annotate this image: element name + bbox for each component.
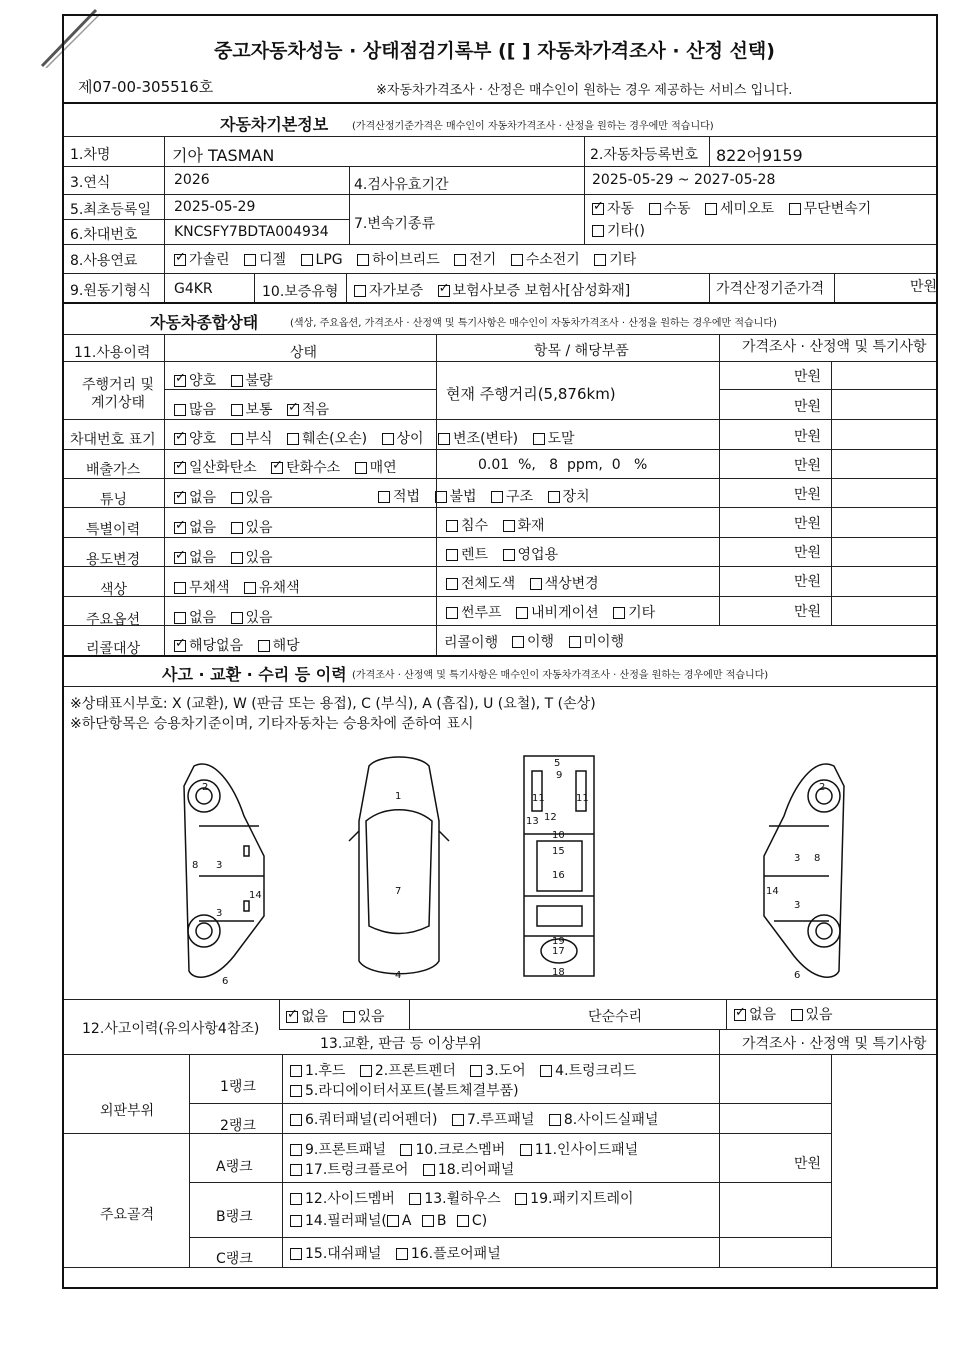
diag-num-2: 2	[202, 782, 209, 793]
recall-label: 리콜대상	[86, 641, 141, 657]
diag-num-9: 9	[556, 770, 563, 781]
part-front-panel-check[interactable]	[290, 1144, 302, 1156]
accident-options: ✓없음 있음	[286, 1006, 395, 1026]
accident-section-note: (가격조사 · 산정액 및 특기사항은 매수인이 자동차가격조사 · 산정을 원하는 경우에만 적습니다)	[352, 670, 769, 681]
trans-other: 기타()	[592, 220, 645, 240]
diag-num-8r: 8	[814, 853, 821, 864]
emission-co-check[interactable]	[174, 462, 186, 474]
year-value: 2026	[174, 172, 210, 188]
rankB-label: B랭크	[216, 1209, 253, 1225]
form-title: 중고자동차성능 · 상태점검기록부 ([ ] 자동차가격조사 · 산정 선택)	[214, 40, 775, 62]
inspect-label: 4.검사유효기간	[354, 177, 449, 193]
option-none-check[interactable]	[174, 612, 186, 624]
parts-header: 13.교환, 판금 등 이상부위	[320, 1036, 482, 1052]
won-vin: 만원	[794, 429, 822, 445]
col-price: 가격조사 · 산정액 및 특기사항	[742, 339, 927, 355]
fuel-diesel-check[interactable]	[244, 254, 256, 266]
mileage-value: 현재 주행거리(5,876km)	[446, 385, 616, 403]
part-cross-member-check[interactable]	[400, 1144, 412, 1156]
fuel-gasoline-check[interactable]	[174, 254, 186, 266]
frame-label: 주요골격	[100, 1207, 155, 1223]
reg-no-value: 822어9159	[716, 146, 803, 165]
basic-section-title: 자동차기본정보	[220, 115, 329, 134]
engine-label: 9.원동기형식	[70, 283, 151, 299]
special-label: 특별이력	[86, 522, 141, 538]
pillar-c-check[interactable]	[457, 1215, 469, 1227]
first-reg-value: 2025-05-29	[174, 199, 256, 215]
diag-num-10: 10	[552, 830, 565, 841]
diag-num-17: 17	[552, 946, 565, 957]
header-note: ※자동차가격조사 · 산정은 매수인이 원하는 경우 제공하는 서비스 입니다.	[376, 83, 793, 98]
option-navigation-check[interactable]	[516, 607, 528, 619]
car-diagram	[154, 746, 874, 996]
diag-num-6: 6	[222, 976, 229, 987]
price-base-label: 가격산정기준가격	[716, 281, 825, 297]
trans-options: ✓자동 수동 세미오토 무단변속기	[592, 198, 881, 218]
part-package-tray-check[interactable]	[515, 1193, 527, 1205]
tuning-sub-options: 적법 불법 구조 장치	[378, 486, 600, 506]
vin-damaged-check[interactable]	[287, 433, 299, 445]
emission-label: 배출가스	[86, 462, 141, 478]
basic-section-note: (가격산정기준가격은 매수인이 자동차가격조사 · 산정을 원하는 경우에만 적습니다)	[352, 121, 714, 132]
option-options: 없음 있음	[174, 607, 283, 627]
fuel-options: ✓ 가솔린 디젤 LPG 하이브리드 전기 수소전기 기타	[174, 249, 646, 269]
color-sub-options: 전체도색 색상변경	[446, 573, 609, 593]
trans-semi-check[interactable]	[705, 203, 717, 215]
car-name-value: 기아 TASMAN	[172, 146, 275, 165]
color-change-check[interactable]	[530, 578, 542, 590]
vin-mark-options: ✓ 양호 부식 훼손(오손) 상이 변조(변타) 도말	[174, 428, 585, 448]
col-history: 11.사용이력	[74, 345, 151, 361]
recall-sub-label: 리콜이행	[444, 635, 499, 651]
rankA-line1: 9.프론트패널 10.크로스멤버 11.인사이드패널	[290, 1139, 648, 1159]
rankC-label: C랭크	[216, 1251, 253, 1267]
diag-num-19: 19	[552, 936, 565, 947]
color-label: 색상	[100, 582, 128, 598]
price-base-won: 만원	[910, 279, 938, 295]
vin-good-check[interactable]	[174, 433, 186, 445]
doc-number: 제07-00-305516호	[78, 78, 214, 96]
use-change-label: 용도변경	[86, 552, 141, 568]
inspection-form	[62, 14, 938, 1289]
fuel-electric-check[interactable]	[454, 254, 466, 266]
accident-section-title: 사고 · 교환 · 수리 등 이력	[162, 665, 347, 684]
repair-label: 단순수리	[588, 1009, 643, 1025]
overall-section-title: 자동차종합상태	[150, 313, 259, 332]
fuel-hydrogen-check[interactable]	[511, 254, 523, 266]
emission-values: 0.01 %, 8 ppm, 0 %	[478, 457, 648, 473]
mileage-low-check[interactable]	[287, 404, 299, 416]
gauge-options: ✓양호 불량	[174, 370, 283, 390]
diag-num-1: 1	[395, 791, 402, 802]
part-wheel-house-check[interactable]	[409, 1193, 421, 1205]
part-door-check[interactable]	[470, 1065, 482, 1077]
trans-manual-check[interactable]	[649, 203, 661, 215]
vin-different-check[interactable]	[382, 433, 394, 445]
special-none-check[interactable]	[174, 522, 186, 534]
won-parts: 만원	[794, 1156, 822, 1172]
option-label: 주요옵션	[86, 612, 141, 628]
car-name-label: 1.차명	[70, 147, 111, 163]
fuel-hybrid-check[interactable]	[357, 254, 369, 266]
vin-corrosion-check[interactable]	[231, 433, 243, 445]
won-mileage-2: 만원	[794, 399, 822, 415]
rankB-line1: 12.사이드멤버 13.휠하우스 19.패키지트레이	[290, 1188, 644, 1208]
won-use-change: 만원	[794, 545, 822, 561]
diag-num-8: 8	[192, 860, 199, 871]
rank2-line1: 6.쿼터패널(리어펜더) 7.루프패널 8.사이드실패널	[290, 1109, 668, 1129]
use-change-sub-options: 렌트 영업용	[446, 544, 568, 564]
vin-mark-label: 차대번호 표기	[70, 432, 156, 448]
rank1-line2: 5.라디에이터서포트(볼트체결부품)	[290, 1080, 519, 1100]
pillar-b-check[interactable]	[422, 1215, 434, 1227]
special-yes-check[interactable]	[231, 522, 243, 534]
option-yes-check[interactable]	[231, 612, 243, 624]
tuning-none-check[interactable]	[174, 492, 186, 504]
emission-hc-check[interactable]	[271, 462, 283, 474]
engine-value: G4KR	[174, 281, 213, 297]
rankC-line1: 15.대쉬패널 16.플로어패널	[290, 1243, 511, 1263]
emission-smoke-check[interactable]	[355, 462, 367, 474]
diag-num-18: 18	[552, 967, 565, 978]
warranty-insurance-check[interactable]	[438, 285, 450, 297]
parts-price-header: 가격조사 · 산정액 및 특기사항	[742, 1036, 927, 1052]
inspect-value: 2025-05-29 ~ 2027-05-28	[592, 172, 776, 188]
use-change-none-check[interactable]	[174, 552, 186, 564]
diag-num-5: 5	[554, 758, 561, 769]
vin-altered-check[interactable]	[438, 433, 450, 445]
diag-num-6r: 6	[794, 970, 801, 981]
option-sub-options: 썬루프 내비게이션 기타	[446, 602, 665, 622]
emission-options: ✓ 일산화탄소 ✓ 탄화수소 매연	[174, 457, 407, 477]
diag-num-14: 14	[249, 890, 262, 901]
won-option: 만원	[794, 604, 822, 620]
use-rent-check[interactable]	[446, 549, 458, 561]
mileage-normal-check[interactable]	[231, 404, 243, 416]
rankA-label: A랭크	[216, 1159, 253, 1175]
col-state: 상태	[290, 345, 318, 361]
part-roof-panel-check[interactable]	[452, 1114, 464, 1126]
diag-num-4: 4	[395, 970, 402, 981]
recall-none-check[interactable]	[174, 640, 186, 652]
part-dash-panel-check[interactable]	[290, 1248, 302, 1260]
use-change-yes-check[interactable]	[231, 552, 243, 564]
trans-cvt-check[interactable]	[789, 203, 801, 215]
col-item: 항목 / 해당부품	[534, 343, 629, 359]
rank1-line1: 1.후드 2.프론트펜더 3.도어 4.트렁크리드	[290, 1060, 646, 1080]
part-trunk-floor-check[interactable]	[290, 1164, 302, 1176]
won-special: 만원	[794, 516, 822, 532]
rankB-line2: 14.필러패널( A B C)	[290, 1210, 487, 1230]
trans-other-check[interactable]	[592, 225, 604, 237]
color-chromatic-check[interactable]	[244, 582, 256, 594]
repair-none-check[interactable]	[734, 1009, 746, 1021]
use-business-check[interactable]	[503, 549, 515, 561]
special-fire-check[interactable]	[503, 520, 515, 532]
special-flood-check[interactable]	[446, 520, 458, 532]
recall-sub-options: 이행 미이행	[512, 631, 634, 651]
diag-num-16: 16	[552, 870, 565, 881]
diag-num-11: 11	[532, 793, 545, 804]
fuel-label: 8.사용연료	[70, 253, 138, 269]
diag-num-13: 13	[526, 816, 539, 827]
diag-num-3rb: 3	[794, 900, 801, 911]
fuel-other-check[interactable]	[594, 254, 606, 266]
reg-no-label: 2.자동차등록번호	[590, 147, 699, 163]
tuning-device-check[interactable]	[548, 491, 560, 503]
vin-value: KNCSFY7BDTA004934	[174, 224, 329, 240]
part-rear-panel-check[interactable]	[423, 1164, 435, 1176]
option-sunroof-check[interactable]	[446, 607, 458, 619]
color-full-paint-check[interactable]	[446, 578, 458, 590]
gauge-good-check[interactable]	[174, 375, 186, 387]
accident-none-check[interactable]	[286, 1011, 298, 1023]
part-quarter-panel-check[interactable]	[290, 1114, 302, 1126]
part-side-sill-check[interactable]	[549, 1114, 561, 1126]
accident-yes-check[interactable]	[343, 1011, 355, 1023]
tuning-label: 튜닝	[100, 492, 128, 508]
color-options: 무채색 유채색	[174, 577, 310, 597]
part-floor-panel-check[interactable]	[396, 1248, 408, 1260]
tuning-legal-check[interactable]	[378, 491, 390, 503]
rankA-line2: 17.트렁크플로어 18.리어패널	[290, 1159, 524, 1179]
vin-painted-check[interactable]	[533, 433, 545, 445]
diag-num-11b: 11	[576, 793, 589, 804]
special-options: ✓ 없음 있음	[174, 517, 283, 537]
tuning-options: ✓ 없음 있음	[174, 487, 283, 507]
trans-label: 7.변속기종류	[354, 216, 435, 232]
won-tuning: 만원	[794, 487, 822, 503]
rank2-label: 2랭크	[220, 1118, 256, 1134]
repair-options: ✓ 없음 있음	[734, 1004, 843, 1024]
pillar-a-check[interactable]	[387, 1215, 399, 1227]
diag-num-2r: 2	[819, 782, 826, 793]
recall-yes-check[interactable]	[258, 640, 270, 652]
warranty-options: 자가보증 ✓ 보험사보증 보험사[삼성화재]	[354, 280, 640, 300]
use-change-options: ✓ 없음 있음	[174, 547, 283, 567]
part-inside-panel-check[interactable]	[520, 1144, 532, 1156]
won-mileage-1: 만원	[794, 369, 822, 385]
overall-section-note: (색상, 주요옵션, 가격조사 · 산정액 및 특기사항은 매수인이 자동차가격조사 · 산정을 원하는 경우에만 적습니다)	[290, 318, 777, 329]
mileage-high-check[interactable]	[174, 404, 186, 416]
mileage-label: 주행거리 및 계기상태	[81, 377, 155, 411]
tuning-yes-check[interactable]	[231, 492, 243, 504]
fuel-lpg-check[interactable]	[301, 254, 313, 266]
part-front-fender-check[interactable]	[360, 1065, 372, 1077]
diag-num-3b: 3	[216, 908, 223, 919]
diag-num-12: 12	[544, 812, 557, 823]
warranty-self-check[interactable]	[354, 285, 366, 297]
tuning-structure-check[interactable]	[491, 491, 503, 503]
diag-num-14r: 14	[766, 886, 779, 897]
diag-num-3: 3	[216, 860, 223, 871]
diag-num-3r: 3	[794, 853, 801, 864]
recall-not-done-check[interactable]	[569, 636, 581, 648]
part-side-member-check[interactable]	[290, 1193, 302, 1205]
legend-note: ※하단항목은 승용차기준이며, 기타자동차는 승용차에 준하여 표시	[70, 716, 474, 732]
rank1-label: 1랭크	[220, 1079, 256, 1095]
diag-num-7: 7	[395, 886, 402, 897]
won-color: 만원	[794, 574, 822, 590]
special-sub-options: 침수 화재	[446, 515, 555, 535]
gauge-bad-check[interactable]	[231, 375, 243, 387]
part-radiator-support-check[interactable]	[290, 1085, 302, 1097]
diag-num-15: 15	[552, 846, 565, 857]
color-achromatic-check[interactable]	[174, 582, 186, 594]
recall-done-check[interactable]	[512, 636, 524, 648]
repair-yes-check[interactable]	[791, 1009, 803, 1021]
mileage-options: 많음 보통 ✓ 적음	[174, 399, 339, 419]
recall-options: ✓ 해당없음 해당	[174, 635, 310, 655]
warranty-label: 10.보증유형	[262, 284, 339, 300]
outer-label: 외판부위	[100, 1103, 155, 1119]
part-trunk-lid-check[interactable]	[540, 1065, 552, 1077]
year-label: 3.연식	[70, 175, 111, 191]
won-emission: 만원	[794, 458, 822, 474]
part-hood-check[interactable]	[290, 1065, 302, 1077]
first-reg-label: 5.최초등록일	[70, 202, 151, 218]
part-pillar-panel-check[interactable]	[290, 1215, 302, 1227]
accident-label: 12.사고이력(유의사항4참조)	[82, 1021, 260, 1037]
option-other-check[interactable]	[613, 607, 625, 619]
vin-label: 6.차대번호	[70, 227, 138, 243]
trans-auto-check[interactable]	[592, 203, 604, 215]
legend-symbols: ※상태표시부호: X (교환), W (판금 또는 용접), C (부식), A (흠집), U (요철), T (손상)	[70, 696, 596, 712]
